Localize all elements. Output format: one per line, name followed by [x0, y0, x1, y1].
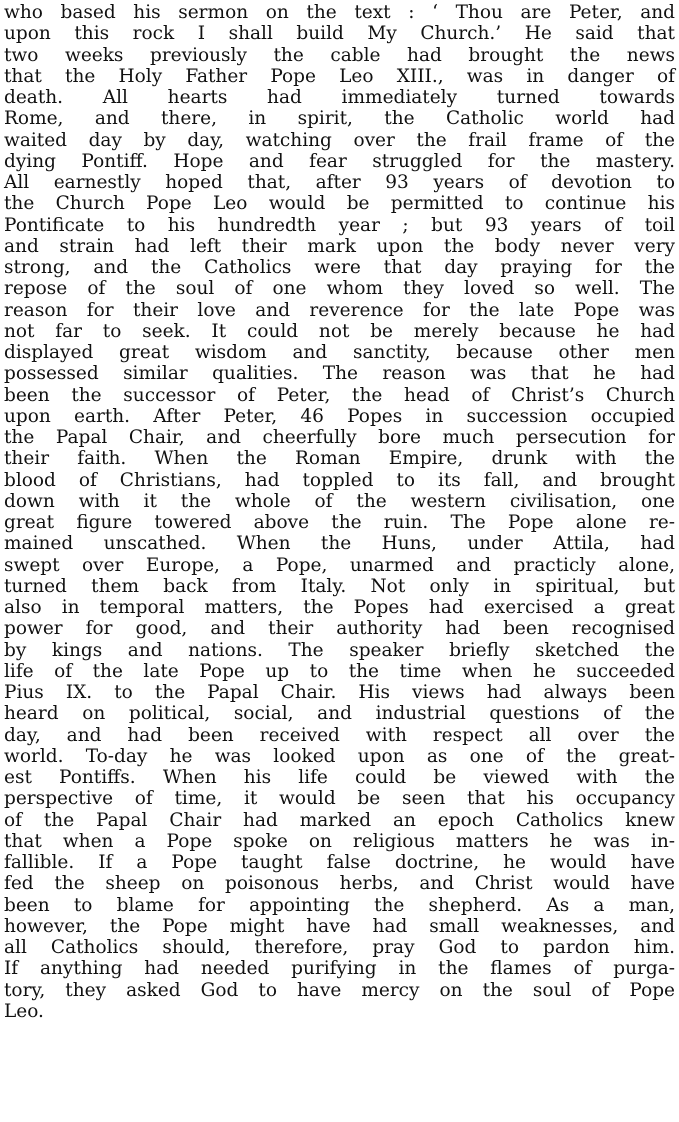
text-line: and strain had left their mark upon the body never very: [4, 235, 675, 257]
text-line: who based his sermon on the text : ‘ Thou are Peter, and: [4, 2, 675, 23]
text-line: perspective of time, it would be seen that his occupancy: [4, 788, 675, 810]
text-line: death. All hearts had immediately turned towards: [4, 87, 675, 108]
text-line: dying Pontiff. Hope and fear struggled for the mastery.: [4, 150, 675, 172]
text-line: of the Papal Chair had marked an epoch Catholics knew: [4, 809, 675, 831]
text-line: swept over Europe, a Pope, unarmed and practicly alone,: [4, 554, 675, 576]
text-line: been the successor of Peter, the head of Christ’s Church: [4, 384, 675, 406]
text-line: fallible. If a Pope taught false doctrine, he would have: [4, 852, 675, 873]
text-line: the Papal Chair, and cheerfully bore much persecution for: [4, 427, 675, 448]
text-line: upon earth. After Peter, 46 Popes in succession occupied: [4, 405, 675, 427]
text-line: tory, they asked God to have mercy on the soul of Pope: [4, 979, 675, 1001]
text-line: All earnestly hoped that, after 93 years of devotion to: [4, 172, 675, 193]
text-line: life of the late Pope up to the time when he succeeded: [4, 660, 675, 682]
text-line: been to blame for appointing the shepherd. As a man,: [4, 894, 675, 916]
text-line: repose of the soul of one whom they loved so well. The: [4, 278, 675, 300]
text-line: great figure towered above the ruin. The Pope alone re-: [4, 512, 675, 533]
text-line: power for good, and their authority had been recognised: [4, 618, 675, 640]
text-line: all Catholics should, therefore, pray God to pardon him.: [4, 937, 675, 958]
text-line: also in temporal matters, the Popes had exercised a great: [4, 597, 675, 618]
text-line: Rome, and there, in spirit, the Catholic world had: [4, 108, 675, 130]
text-line: strong, and the Catholics were that day praying for the: [4, 257, 675, 278]
text-line: waited day by day, watching over the frail frame of the: [4, 129, 675, 151]
text-line: Pontificate to his hundredth year ; but 93 years of toil: [4, 214, 675, 236]
text-line: mained unscathed. When the Huns, under Attila, had: [4, 533, 675, 555]
text-line: turned them back from Italy. Not only in spiritual, but: [4, 575, 675, 597]
text-line: however, the Pope might have had small weaknesses, and: [4, 915, 675, 937]
text-line: blood of Christians, had toppled to its fall, and brought: [4, 469, 675, 491]
text-line: est Pontiffs. When his life could be viewed with the: [4, 767, 675, 788]
text-line: Leo.: [4, 1000, 44, 1022]
text-line: heard on political, social, and industrial questions of the: [4, 703, 675, 725]
text-line: displayed great wisdom and sanctity, because other men: [4, 342, 675, 363]
text-line: by kings and nations. The speaker briefly sketched the: [4, 639, 675, 661]
text-line: their faith. When the Roman Empire, drunk with the: [4, 448, 675, 470]
text-line: reason for their love and reverence for the late Pope was: [4, 299, 675, 321]
text-line: Pius IX. to the Papal Chair. His views had always been: [4, 682, 675, 703]
text-line: not far to seek. It could not be merely because he had: [4, 320, 675, 342]
text-line: upon this rock I shall build My Church.’ He said that: [4, 23, 675, 45]
text-line: the Church Pope Leo would be permitted to continue his: [4, 193, 675, 215]
text-line: down with it the whole of the western civilisation, one: [4, 490, 675, 512]
text-line: that the Holy Father Pope Leo XIII., was in danger of: [4, 65, 675, 87]
text-line: world. To-day he was looked upon as one of the great-: [4, 745, 675, 767]
text-line: fed the sheep on poisonous herbs, and Christ would have: [4, 873, 675, 895]
text-line: possessed similar qualities. The reason was that he had: [4, 363, 675, 385]
text-line: If anything had needed purifying in the flames of purga-: [4, 958, 675, 980]
text-line: two weeks previously the cable had brought the news: [4, 44, 675, 66]
text-line: that when a Pope spoke on religious matters he was in-: [4, 830, 675, 852]
text-line: day, and had been received with respect all over the: [4, 724, 675, 746]
